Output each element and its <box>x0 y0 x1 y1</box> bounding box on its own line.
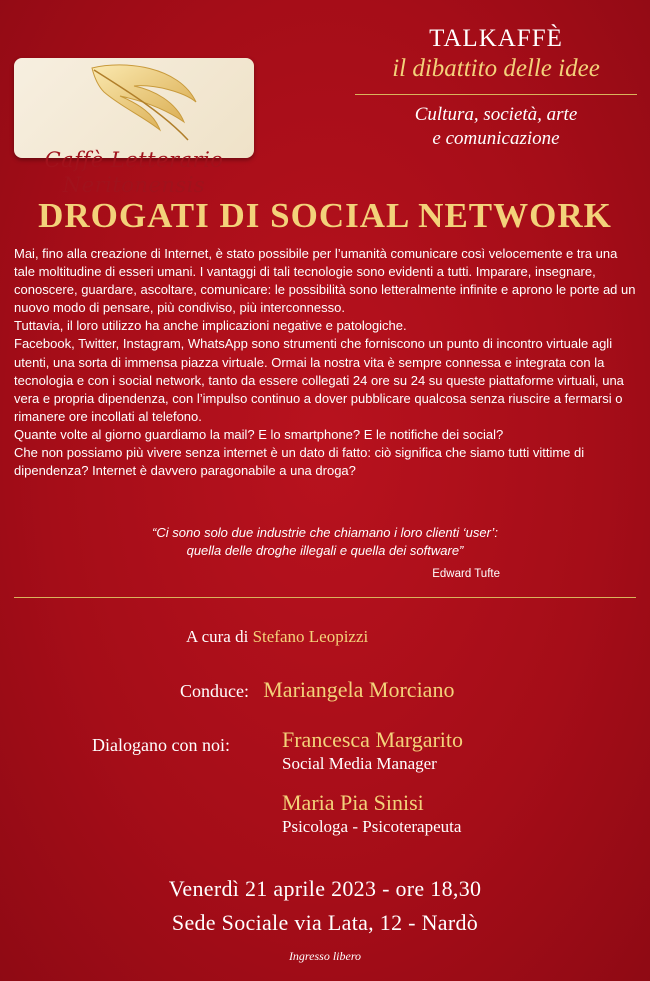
guest-role: Psicologa - Psicoterapeuta <box>282 817 462 836</box>
quote-author: Edward Tufte <box>432 568 500 580</box>
curator-name: Stefano Leopizzi <box>252 627 369 646</box>
guest-role: Social Media Manager <box>282 754 437 773</box>
host-name: Mariangela Morciano <box>263 677 455 702</box>
logo-text-line1: Caffè Letterario <box>44 148 224 172</box>
curator-row <box>186 627 368 647</box>
article-paragraph: Tuttavia, il loro utilizzo ha anche implicazioni negative e patologiche. <box>14 318 407 334</box>
topics-line2: e comunicazione <box>432 128 560 149</box>
event-date: Venerdì 21 aprile 2023 - ore 18,30 <box>168 876 482 901</box>
quill-feather-icon <box>84 62 204 142</box>
quote-line2: quella delle droghe illegali e quella dei software” <box>186 543 464 558</box>
quote-block <box>60 524 590 560</box>
topics-line1: Cultura, società, arte <box>414 104 578 125</box>
guest-item <box>282 790 461 838</box>
header-divider <box>355 94 637 95</box>
event-place: Sede Sociale via Lata, 12 - Nardò <box>171 910 479 935</box>
article-paragraph: Che non possiamo più vivere senza internet è un dato di fatto: ciò significa che siamo tutti vittime di dipendenza? Internet è davvero paragonabile a una droga? <box>14 445 585 479</box>
guests-label: Dialogano con noi: <box>92 735 230 755</box>
article-paragraph: Quante volte al giorno guardiamo la mail? E lo smartphone? E le notifiche dei social? <box>14 426 504 442</box>
event-title: DROGATI DI SOCIAL NETWORK <box>38 196 612 235</box>
series-tagline: il dibattito delle idee <box>392 55 600 82</box>
quote-line1: “Ci sono solo due industrie che chiamano i loro clienti ‘user’: <box>152 525 498 540</box>
guest-name: Francesca Margarito <box>282 727 464 752</box>
guest-item <box>282 727 463 775</box>
guest-name: Maria Pia Sinisi <box>282 790 424 815</box>
article-paragraph: Facebook, Twitter, Instagram, WhatsApp sono strumenti che forniscono un punto di incontro virtuale agli utenti, una sorta di immensa piazza virtuale. Ormai la nostra vita è sempre connessa e integrata con la tecnologia e con i social network, tanto da essere collegati 24 ore su 24 su queste piattaforme virtuali, una vera e propria dipendenza, con l’impulso continuo a dover pubblicare qualcosa senza riuscire a fermarsi o rimanere ore incollati al telefono. <box>14 336 624 424</box>
entry-note: Ingresso libero <box>288 949 362 963</box>
header-block <box>355 24 637 151</box>
logo-card <box>14 58 254 197</box>
host-label: Conduce: <box>180 681 249 701</box>
article-body <box>14 245 636 480</box>
section-divider <box>14 597 636 598</box>
article-paragraph: Mai, fino alla creazione di Internet, è stato possibile per l’umanità comunicare così velocemente e tra una tale moltitudine di esseri umani. I vantaggi di tali tecnologie sono evidenti a tutti. Imparare, insegnare, conoscere, guardare, ascoltare, comunicare: le possibilità sono letteralmente infinite e aprono le porte ad un nuovo modo di pensare, più condiviso, più interconnesso. <box>14 246 636 316</box>
logo-text-line2: Neritonensis <box>62 173 206 197</box>
host-row <box>180 677 454 703</box>
series-title: TALKAFFÈ <box>429 25 563 52</box>
curator-label: A cura di <box>186 627 249 646</box>
